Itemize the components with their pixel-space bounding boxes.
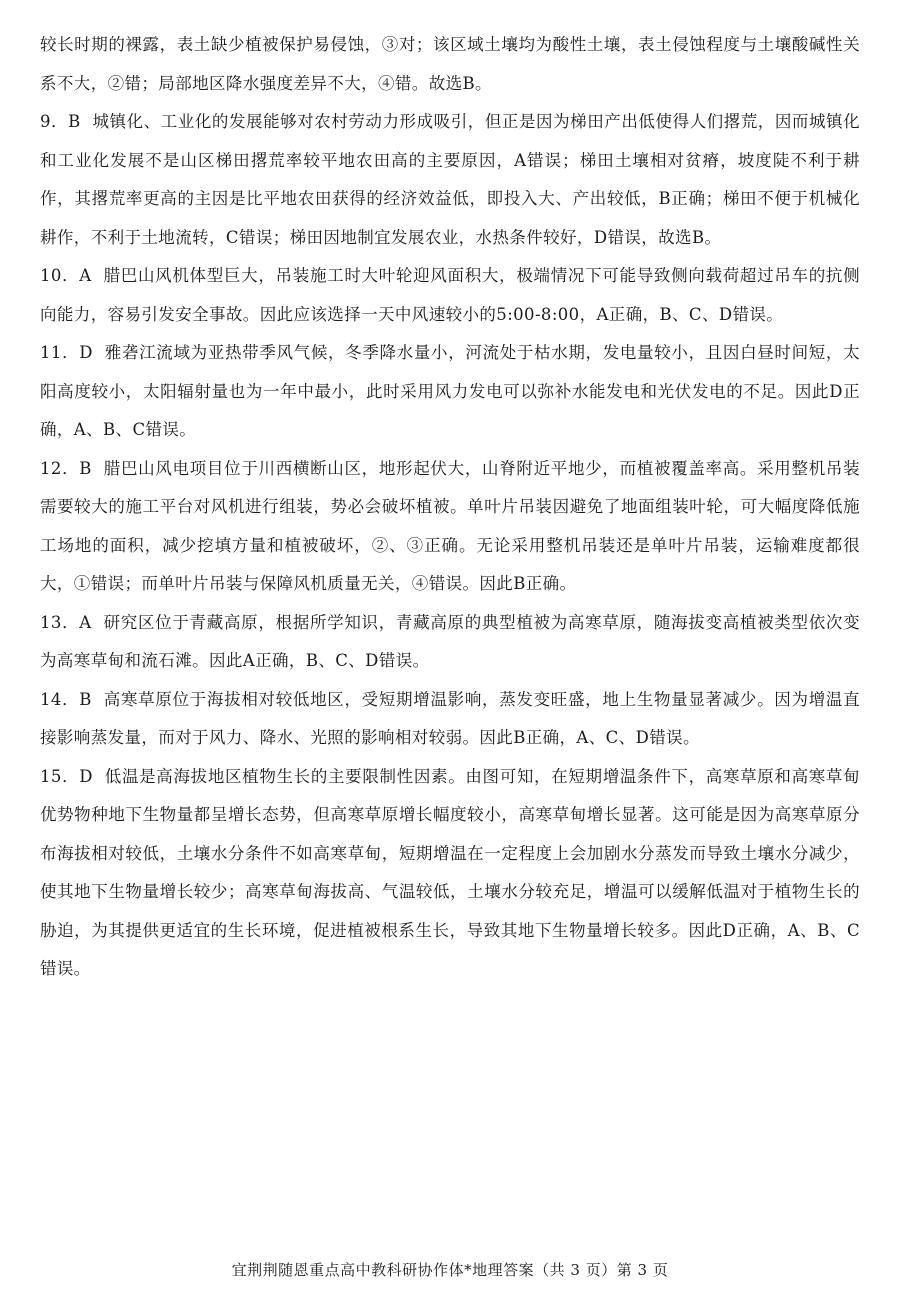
answer-number: 14．B: [40, 689, 92, 709]
answer-item-13: [40, 604, 860, 681]
paragraph-continued: [40, 26, 860, 103]
answer-explanation: 城镇化、工业化的发展能够对农村劳动力形成吸引，但正是因为梯田产出低使得人们撂荒，因而城镇化和工业化发展不是山区梯田撂荒率较平地农田高的主要原因，A错误；梯田土壤相对贫瘠，坡度陡不利于耕作，其撂荒率更高的主因是比平地农田获得的经济效益低，即投入大、产出较低，B正确；梯田不便于机械化耕作，不利于土地流转，C错误；梯田因地制宜发展农业，水热条件较好，D错误，故选B。: [40, 112, 861, 247]
paragraph-text: 较长时期的裸露，表土缺少植被保护易侵蚀，③对；该区域土壤均为酸性土壤，表土侵蚀程度与土壤酸碱性关系不大，②错；局部地区降水强度差异不大，④错。故选B。: [40, 35, 860, 93]
answer-content: [40, 26, 860, 989]
answer-item-10: [40, 257, 860, 334]
answer-number: 15．D: [40, 766, 93, 786]
answer-explanation: 腊巴山风电项目位于川西横断山区，地形起伏大，山脊附近平地少，而植被覆盖率高。采用整机吊装需要较大的施工平台对风机进行组装，势必会破坏植被。单叶片吊装因避免了地面组装叶轮，可大幅度降低施工场地的面积，减少挖填方量和植被破坏，②、③正确。无论采用整机吊装还是单叶片吊装，运输难度都很大，①错误；而单叶片吊装与保障风机质量无关，④错误。因此B正确。: [40, 458, 860, 593]
answer-explanation: 研究区位于青藏高原，根据所学知识，青藏高原的典型植被为高寒草原，随海拔变高植被类型依次变为高寒草甸和流石滩。因此A正确，B、C、D错误。: [40, 612, 860, 670]
answer-number: 11．D: [40, 343, 93, 362]
answer-item-12: [40, 450, 860, 604]
answer-explanation: 腊巴山风机体型巨大，吊装施工时大叶轮迎风面积大，极端情况下可能导致侧向载荷超过吊车的抗侧向能力，容易引发安全事故。因此应该选择一天中风速较小的5:00-8:00，A正确，B、C、D错误。: [40, 266, 860, 324]
answer-explanation: 雅砻江流域为亚热带季风气候，冬季降水量小，河流处于枯水期，发电量较小，且因白昼时间短，太阳高度较小，太阳辐射量也为一年中最小，此时采用风力发电可以弥补水能发电和光伏发电的不足。因此D正确，A、B、C错误。: [40, 343, 860, 439]
answer-number: 13．A: [40, 612, 92, 632]
answer-explanation: 高寒草原位于海拔相对较低地区，受短期增温影响，蒸发变旺盛，地上生物量显著减少。因为增温直接影响蒸发量，而对于风力、降水、光照的影响相对较弱。因此B正确，A、C、D错误。: [40, 689, 860, 747]
answer-item-11: [40, 334, 860, 450]
answer-item-9: [40, 103, 860, 257]
answer-number: 9．B: [40, 112, 81, 131]
page-footer: 宜荆荆随恩重点高中教科研协作体*地理答案（共 3 页）第 3 页: [231, 1261, 669, 1279]
answer-number: 12．B: [40, 458, 92, 478]
answer-explanation: 低温是高海拔地区植物生长的主要限制性因素。由图可知，在短期增温条件下，高寒草原和高寒草甸优势物种地下生物量都呈增长态势，但高寒草原增长幅度较小，高寒草甸增长显著。这可能是因为高寒草原分布海拔相对较低，土壤水分条件不如高寒草甸，短期增温在一定程度上会加剧水分蒸发而导致土壤水分减少，使其地下生物量增长较少；高寒草甸海拔高、气温较低，土壤水分较充足，增温可以缓解低温对于植物生长的胁迫，为其提供更适宜的生长环境，促进植被根系生长，导致其地下生物量增长较多。因此D正确，A、B、C错误。: [40, 766, 860, 978]
answer-item-15: [40, 758, 860, 989]
answer-number: 10．A: [40, 266, 92, 285]
answer-item-14: [40, 681, 860, 758]
